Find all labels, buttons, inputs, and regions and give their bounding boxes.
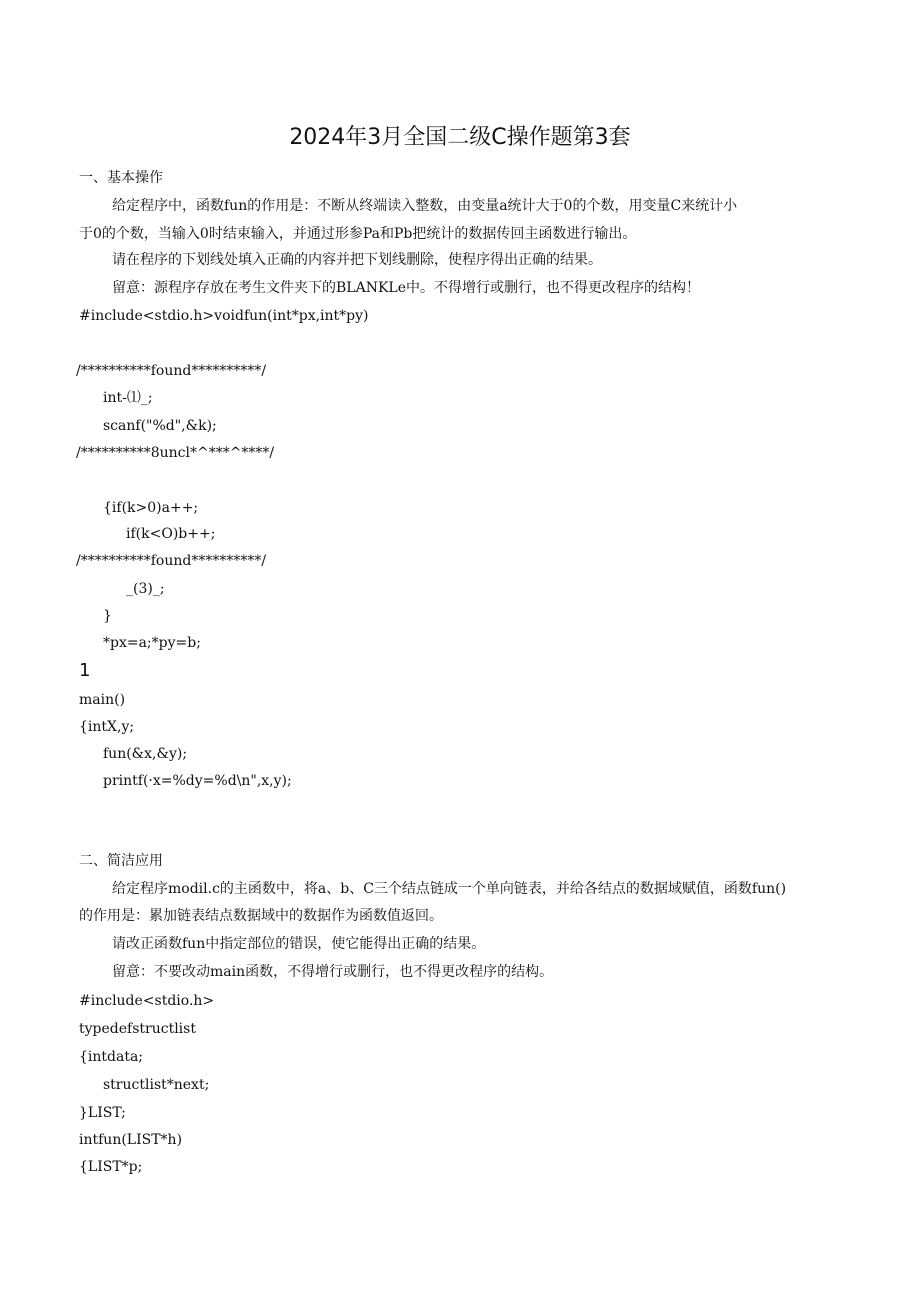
code-line: }LIST; (79, 1105, 126, 1121)
code-line: {LIST*p; (79, 1159, 143, 1175)
code-line: scanf("%d",&k); (103, 418, 217, 434)
section-1-paragraph-3: 留意：源程序存放在考生文件夹下的BLANKLe中。不得增行或删行，也不得更改程序的结构！ (112, 280, 700, 296)
section-2-paragraph-3: 留意：不要改动main函数，不得增行或删行，也不得更改程序的结构。 (112, 964, 554, 980)
section-1-paragraph-2: 请在程序的下划线处填入正确的内容并把下划线删除，使程序得出正确的结果。 (112, 252, 602, 268)
code-comment-found: /**********found**********/ (76, 553, 267, 569)
code-line: structlist*next; (103, 1077, 210, 1093)
section-1-paragraph-1-cont: 于0的个数，当输入0时结束输入，并通过形参Pa和Pb把统计的数据传回主函数进行输出。 (79, 226, 637, 242)
code-line: _(3)_; (126, 581, 165, 597)
code-line: 1 (79, 660, 91, 681)
code-line: {if(k>0)a++; (103, 500, 199, 516)
section-2-heading: 二、简洁应用 (79, 853, 163, 869)
section-2-paragraph-1-cont: 的作用是：累加链表结点数据域中的数据作为函数值返回。 (79, 908, 443, 924)
code-line: } (103, 608, 112, 624)
code-comment-found: /**********found**********/ (76, 363, 267, 379)
code-line: int-⑴_; (103, 390, 153, 406)
code-line: #include<stdio.h> (79, 993, 215, 1009)
page-title: 2024年3月全国二级C操作题第3套 (289, 125, 631, 150)
code-line: fun(&x,&y); (103, 746, 188, 762)
code-line: typedefstructlist (79, 1021, 196, 1037)
code-line: if(k<O)b++; (126, 526, 216, 542)
code-line: intfun(LIST*h) (79, 1132, 183, 1148)
section-2-paragraph-1: 给定程序modil.c的主函数中，将a、b、C三个结点链成一个单向链表，并给各结点的数据域赋值，函数fun() (112, 881, 787, 897)
code-line: {intX,y; (79, 719, 135, 735)
section-2-paragraph-2: 请改正函数fun中指定部位的错误，使它能得出正确的结果。 (112, 936, 486, 952)
code-line: printf(·x=%dy=%d\n",x,y); (103, 773, 292, 789)
code-line: {intdata; (79, 1049, 144, 1065)
code-line: *px=a;*py=b; (103, 635, 201, 651)
section-1-heading: 一、基本操作 (79, 170, 163, 186)
code-line: #include<stdio.h>voidfun(int*px,int*py) (79, 308, 369, 324)
code-line: main() (79, 692, 126, 708)
section-1-paragraph-1: 给定程序中，函数fun的作用是：不断从终端读入整数，由变量a统计大于0的个数，用变量C来统计小 (112, 198, 738, 214)
code-comment-found: /**********8uncl*^***^****/ (76, 445, 275, 461)
